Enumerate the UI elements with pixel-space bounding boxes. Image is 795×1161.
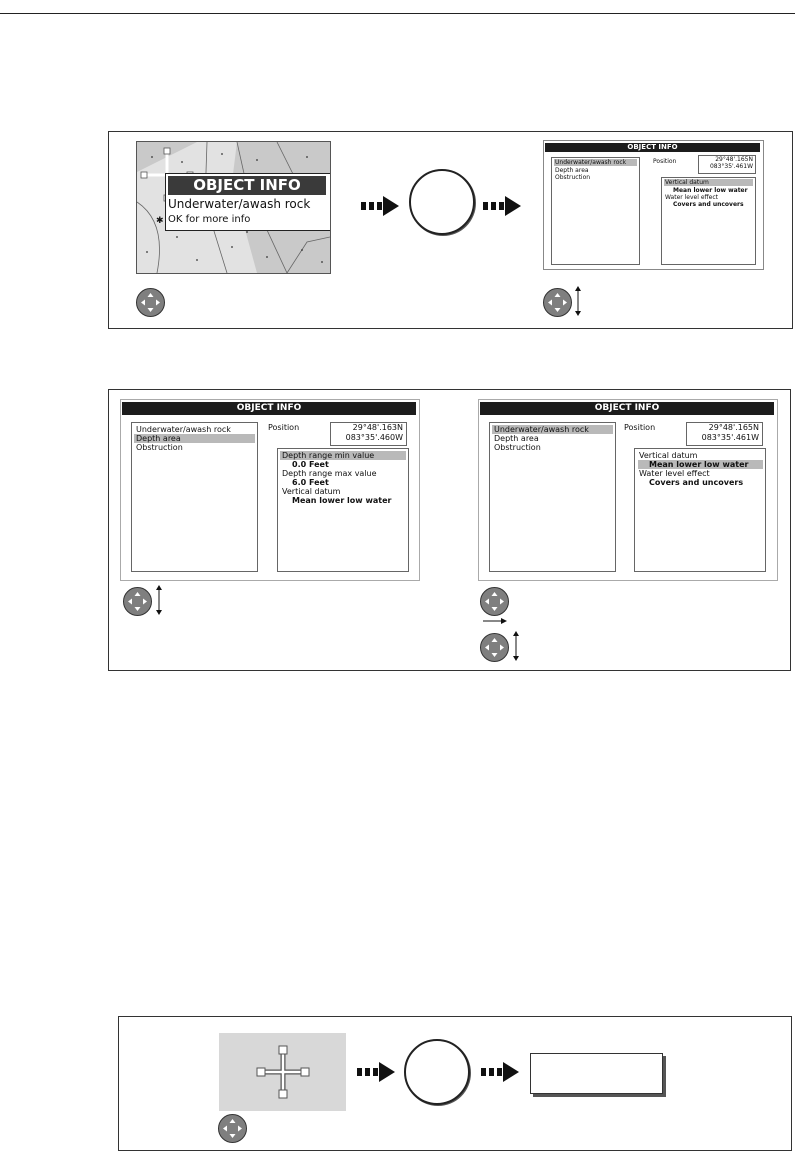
cursor-cross-icon: [256, 1045, 310, 1099]
attr-value: 0.0 Feet: [292, 460, 329, 469]
attr-value: Mean lower low water: [638, 460, 763, 469]
panel-close-object-info: [118, 1016, 792, 1151]
list-item[interactable]: Obstruction: [136, 443, 183, 452]
attr-label: Depth range max value: [282, 469, 377, 478]
trackpad-icon: [218, 1114, 247, 1143]
arrow-right-icon: [481, 1059, 521, 1085]
attribute-list[interactable]: [634, 448, 766, 572]
screen-title: OBJECT INFO: [545, 143, 760, 152]
screen-title: OBJECT INFO: [480, 402, 774, 415]
arrow-right-icon: [361, 193, 401, 219]
arrow-right-icon: [483, 193, 523, 219]
attribute-list[interactable]: [277, 448, 409, 572]
trackpad-icon: [136, 288, 165, 317]
popup-object-name: Underwater/awash rock: [168, 197, 311, 211]
object-list[interactable]: [551, 157, 640, 265]
ok-button[interactable]: [409, 169, 475, 235]
up-down-arrow-icon: [155, 585, 163, 615]
list-item[interactable]: Underwater/awash rock: [554, 159, 637, 166]
latitude-value: 29°48'.165N: [715, 156, 753, 163]
object-info-screen-small: [543, 140, 764, 270]
trackpad-icon: [123, 587, 152, 616]
object-list[interactable]: [131, 422, 258, 572]
panel-select-object: [108, 131, 793, 329]
ok-hint-text: OK for more info: [168, 214, 251, 225]
list-item[interactable]: Depth area: [134, 434, 255, 443]
chart-screen[interactable]: [136, 141, 331, 274]
trackpad-icon: [480, 587, 509, 616]
panel-browse-objects: [108, 389, 791, 671]
attr-label: Depth range min value: [280, 451, 406, 460]
attr-label: Vertical datum: [282, 487, 341, 496]
object-info-screen-left: [120, 399, 420, 581]
position-readout: [330, 422, 407, 446]
ok-hint-mark: ✱: [156, 215, 164, 225]
position-label: Position: [653, 158, 677, 165]
attr-value: Mean lower low water: [673, 187, 748, 194]
position-label: Position: [268, 423, 300, 432]
up-down-arrow-icon: [574, 286, 582, 316]
object-info-screen-right: [478, 399, 778, 581]
attr-value: Mean lower low water: [292, 496, 392, 505]
list-item[interactable]: Underwater/awash rock: [136, 425, 231, 434]
position-readout: [686, 422, 763, 446]
attr-value: Covers and uncovers: [673, 201, 744, 208]
popup-title: OBJECT INFO: [168, 176, 326, 195]
list-item[interactable]: Underwater/awash rock: [492, 425, 613, 434]
attr-value: 6.0 Feet: [292, 478, 329, 487]
trackpad-icon: [480, 633, 509, 662]
attr-value: Covers and uncovers: [649, 478, 744, 487]
list-item[interactable]: Depth area: [555, 167, 589, 174]
arrow-right-icon: [357, 1059, 397, 1085]
position-label: Position: [624, 423, 656, 432]
cursor-preview: [219, 1033, 346, 1111]
trackpad-icon: [543, 288, 572, 317]
blank-softkey[interactable]: [530, 1053, 663, 1094]
list-item[interactable]: Depth area: [494, 434, 539, 443]
screen-title: OBJECT INFO: [122, 402, 416, 415]
position-readout: [698, 155, 756, 174]
attr-label: Water level effect: [639, 469, 710, 478]
attr-label: Water level effect: [665, 194, 718, 201]
longitude-value: 083°35'.460W: [345, 433, 403, 442]
arrow-right-small-icon: [483, 617, 507, 625]
page-header-rule: [0, 13, 795, 14]
longitude-value: 083°35'.461W: [701, 433, 759, 442]
object-list[interactable]: [489, 422, 616, 572]
up-down-arrow-icon: [512, 631, 520, 661]
latitude-value: 29°48'.163N: [352, 423, 403, 432]
latitude-value: 29°48'.165N: [708, 423, 759, 432]
attr-label: Vertical datum: [639, 451, 698, 460]
list-item[interactable]: Obstruction: [555, 174, 591, 181]
longitude-value: 083°35'.461W: [709, 163, 753, 170]
list-item[interactable]: Obstruction: [494, 443, 541, 452]
ok-button[interactable]: [404, 1039, 470, 1105]
attribute-list[interactable]: [661, 177, 756, 265]
attr-label: Vertical datum: [664, 179, 753, 186]
